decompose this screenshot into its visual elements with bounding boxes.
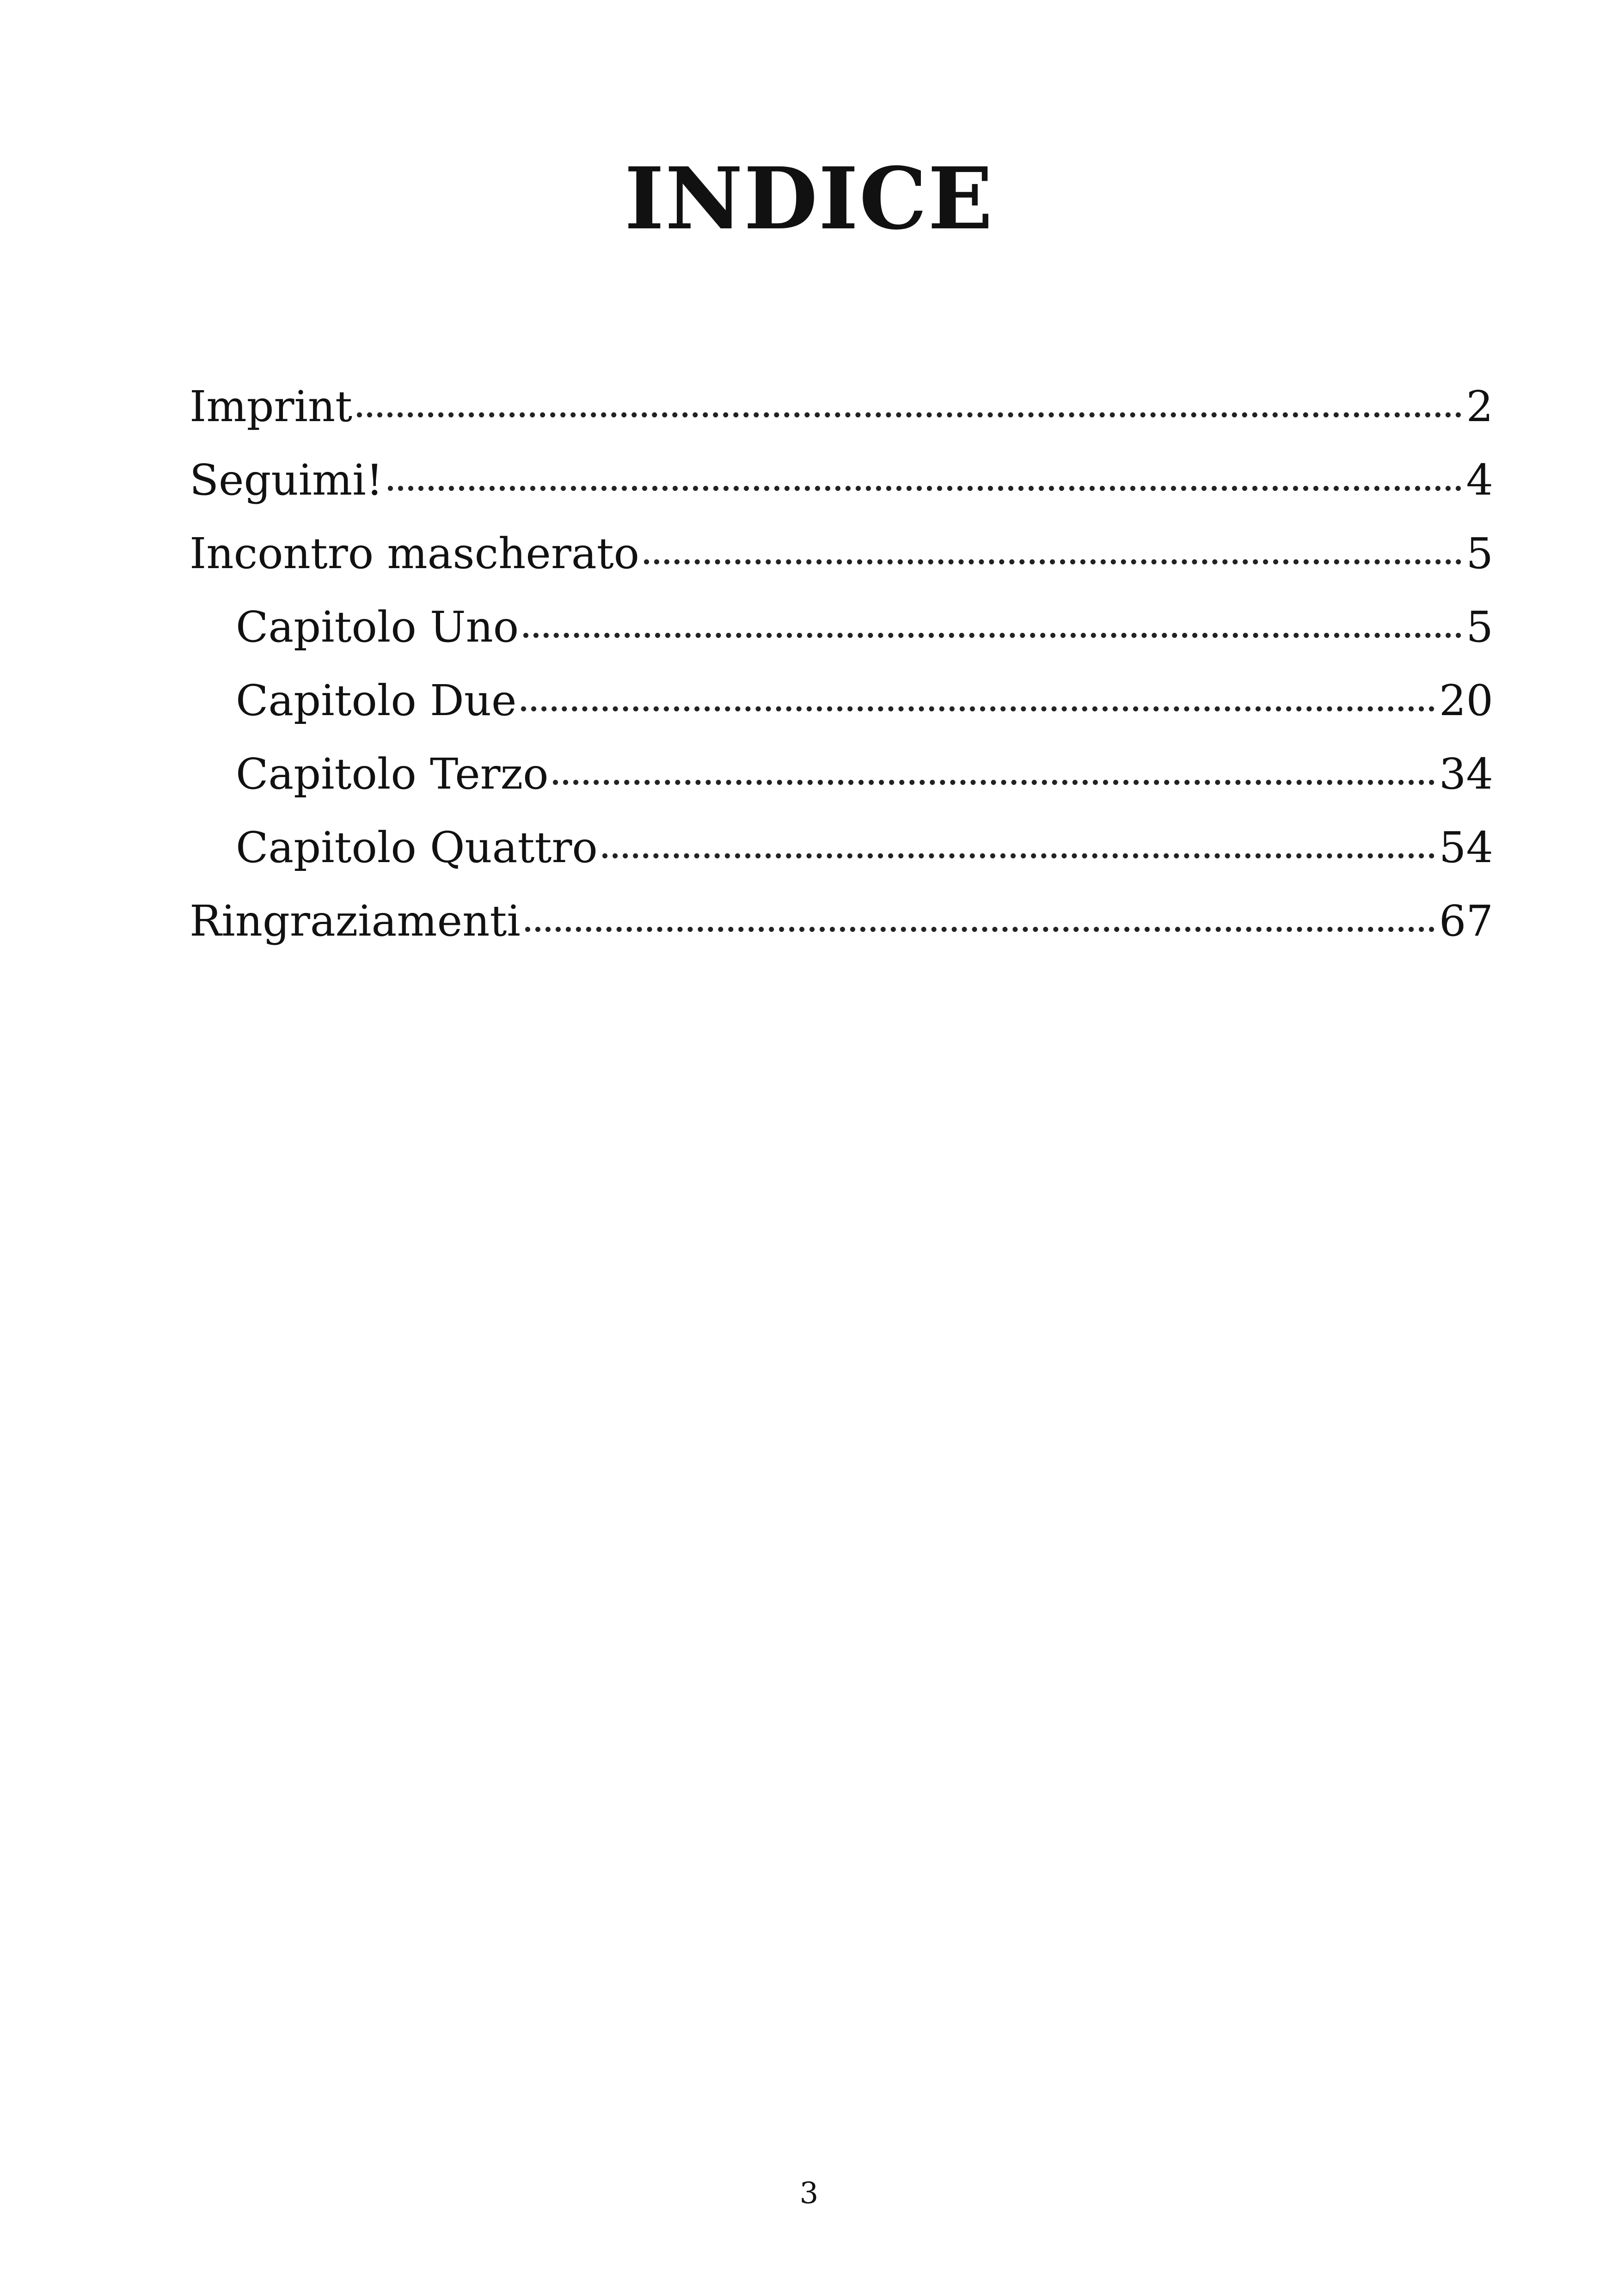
toc-entry-label: Imprint [190,382,353,431]
dot-leader [523,633,1461,638]
page-number: 3 [799,2176,819,2210]
dot-leader [388,486,1462,491]
toc-entry-page: 5 [1466,602,1493,652]
toc-entry-capitolo-uno[interactable] [190,590,1493,664]
toc-entry-imprint[interactable] [190,370,1493,443]
dot-leader [644,559,1461,564]
toc-entry-ringraziamenti[interactable] [190,884,1493,958]
toc-entry-label: Ringraziamenti [190,896,521,946]
toc-entry-page: 34 [1439,749,1493,799]
toc-entry-page: 2 [1466,382,1493,431]
table-of-contents [190,370,1493,958]
toc-entry-incontro-mascherato[interactable] [190,517,1493,590]
toc-entry-label: Capitolo Due [236,676,517,725]
toc-entry-page: 67 [1439,896,1493,946]
dot-leader [602,853,1434,858]
toc-entry-label: Seguimi! [190,455,383,505]
dot-leader [357,412,1461,417]
toc-entry-page: 54 [1439,823,1493,872]
toc-entry-capitolo-terzo[interactable] [190,737,1493,811]
page-title: INDICE [624,149,994,249]
dot-leader [553,780,1434,785]
toc-entry-label: Incontro mascherato [190,529,640,578]
toc-entry-label: Capitolo Terzo [236,749,549,799]
toc-entry-page: 5 [1466,529,1493,578]
dot-leader [521,706,1434,711]
toc-entry-page: 4 [1466,455,1493,505]
toc-entry-page: 20 [1439,676,1493,725]
dot-leader [525,927,1434,932]
toc-entry-label: Capitolo Quattro [236,823,598,872]
toc-entry-capitolo-due[interactable] [190,664,1493,737]
toc-entry-capitolo-quattro[interactable] [190,811,1493,884]
toc-entry-label: Capitolo Uno [236,602,519,652]
toc-entry-seguimi[interactable] [190,443,1493,517]
